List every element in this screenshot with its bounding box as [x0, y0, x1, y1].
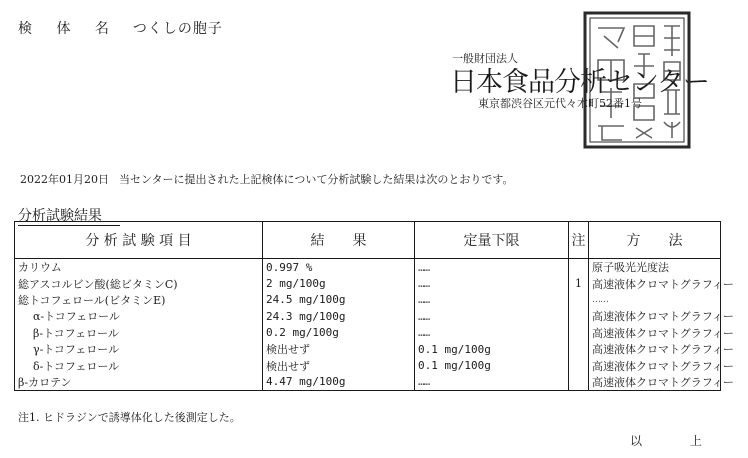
table-row	[15, 341, 721, 357]
method-cell: 高速液体クロマトグラフィー	[589, 325, 721, 341]
item-cell: β-カロテン	[15, 374, 263, 391]
table-header-row	[15, 222, 721, 259]
method-cell: 高速液体クロマトグラフィー	[589, 308, 721, 324]
method-cell: 原子吸光光度法	[589, 259, 721, 276]
limit-cell: ……	[415, 275, 569, 291]
col-header-item: 分 析 試 験 項 目	[15, 222, 263, 259]
limit-cell: ……	[415, 308, 569, 324]
method-cell: 高速液体クロマトグラフィー	[589, 374, 721, 391]
result-cell: 4.47 mg/100g	[263, 374, 415, 391]
org-address: 東京都渋谷区元代々木町52番1号	[478, 97, 642, 110]
table-row	[15, 357, 721, 373]
item-cell: δ-トコフェロール	[15, 357, 263, 373]
table-row	[15, 308, 721, 324]
limit-cell: ……	[415, 259, 569, 276]
table-row	[15, 259, 721, 276]
item-cell: β-トコフェロール	[15, 325, 263, 341]
note-cell	[569, 357, 589, 373]
item-cell: 総アスコルビン酸(総ビタミンC)	[15, 275, 263, 291]
note-cell	[569, 341, 589, 357]
sample-name-line	[18, 18, 223, 38]
limit-cell: ……	[415, 292, 569, 308]
closing-mark: 以 上	[630, 434, 724, 448]
col-header-result: 結 果	[263, 222, 415, 259]
intro-statement	[20, 171, 513, 187]
table-row	[15, 275, 721, 291]
official-seal-stamp	[582, 10, 692, 150]
note-cell	[569, 292, 589, 308]
limit-cell: ……	[415, 374, 569, 391]
table-row	[15, 325, 721, 341]
col-header-method: 方 法	[589, 222, 721, 259]
result-cell: 0.2 mg/100g	[263, 325, 415, 341]
results-table	[14, 221, 734, 391]
item-cell: α-トコフェロール	[15, 308, 263, 324]
col-header-note: 注	[569, 222, 589, 259]
result-cell: 検出せず	[263, 341, 415, 357]
intro-text: 当センターに提出された上記検体について分析試験した結果は次のとおりです。	[119, 173, 514, 186]
note-cell	[569, 325, 589, 341]
sample-name: つくしの胞子	[132, 21, 223, 37]
result-cell: 0.997 %	[263, 259, 415, 276]
results-body	[15, 259, 734, 391]
result-cell: 2 mg/100g	[263, 275, 415, 291]
note-cell	[569, 259, 589, 276]
result-cell: 検出せず	[263, 357, 415, 373]
org-name: 日本食品分析センター	[450, 67, 709, 98]
method-cell: ……	[589, 292, 721, 308]
limit-cell: 0.1 mg/100g	[415, 357, 569, 373]
result-cell: 24.3 mg/100g	[263, 308, 415, 324]
item-cell: カリウム	[15, 259, 263, 276]
table-row	[15, 292, 721, 308]
limit-cell: 0.1 mg/100g	[415, 341, 569, 357]
org-type: 一般財団法人	[452, 52, 518, 65]
method-cell: 高速液体クロマトグラフィー	[589, 341, 721, 357]
note-cell: 1	[569, 275, 589, 291]
footnote: 注1. ヒドラジンで誘導体化した後測定した。	[18, 411, 241, 424]
limit-cell: ……	[415, 325, 569, 341]
sample-label: 検 体 名	[18, 21, 119, 37]
issue-date: 2022年01月20日	[20, 173, 109, 186]
results-heading: 分析試験結果	[18, 205, 120, 226]
item-cell: γ-トコフェロール	[15, 341, 263, 357]
method-cell: 高速液体クロマトグラフィー	[589, 275, 721, 291]
table-row	[15, 374, 721, 391]
note-cell	[569, 374, 589, 391]
item-cell: 総トコフェロール(ビタミンE)	[15, 292, 263, 308]
note-cell	[569, 308, 589, 324]
col-header-limit: 定量下限	[415, 222, 569, 259]
result-cell: 24.5 mg/100g	[263, 292, 415, 308]
method-cell: 高速液体クロマトグラフィー	[589, 357, 721, 373]
